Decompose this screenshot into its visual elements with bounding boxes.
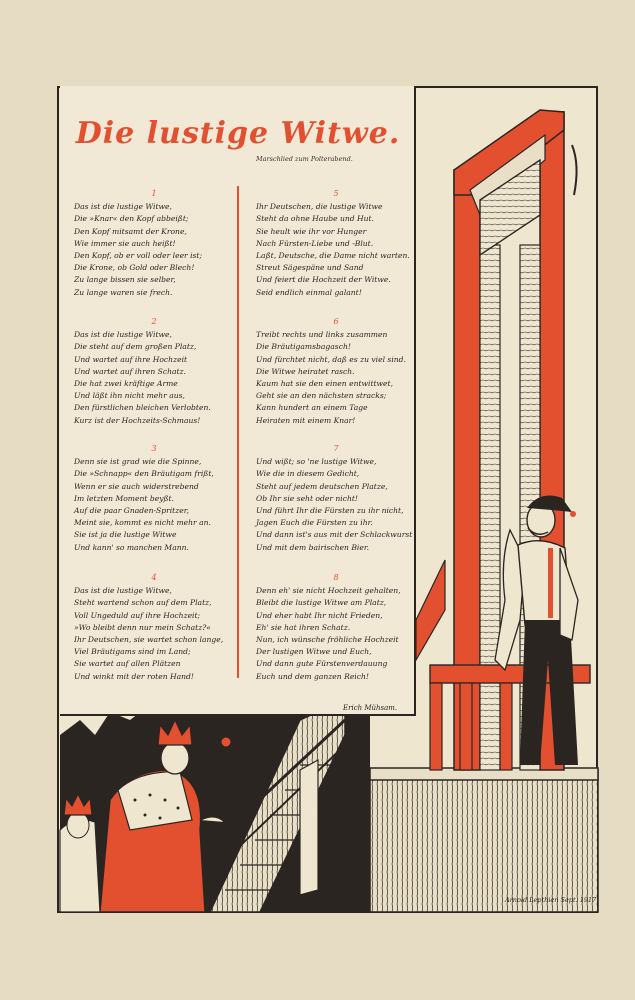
verse-line: Und feiert die Hochzeit der Witwe. <box>256 275 391 285</box>
verse-line: Das ist die lustige Witwe, <box>74 586 172 596</box>
verse-line: Der lustigen Witwe und Euch, <box>256 647 372 657</box>
verse-line: Zu lange bissen sie selber, <box>74 275 176 285</box>
verse-line: Und kann' so manchen Mann. <box>74 542 189 552</box>
stanza-number: 4 <box>151 573 157 582</box>
verse-line: Geht sie an den nächsten stracks; <box>256 391 387 401</box>
verse-line: Den Kopf mitsamt der Krone, <box>74 226 187 236</box>
verse-line: Die »Knar« den Kopf abbeißt; <box>74 214 189 224</box>
verse-line: Denn sie ist grad wie die Spinne, <box>74 457 202 467</box>
verse-line: Und mit dem bairischen Bier. <box>256 542 370 552</box>
stanza-8 <box>256 572 416 683</box>
verse-line: Und winkt mit der roten Hand! <box>74 671 194 681</box>
stanza-number: 7 <box>333 444 339 453</box>
verse-line: Zu lange waren sie frech. <box>74 287 173 297</box>
verse-line: Die »Schnapp« den Bräutigam frißt, <box>74 469 214 479</box>
verse-line: Eh' sie hat ihren Schatz. <box>256 622 351 632</box>
verse-line: Und führt Ihr die Fürsten zu ihr nicht, <box>256 506 404 516</box>
poem-subtitle: Marschlied zum Polterabend. <box>256 155 353 163</box>
verse-line: Euch und dem ganzen Reich! <box>256 671 369 681</box>
verse-line: Nun, ich wünsche fröhliche Hochzeit <box>256 635 399 645</box>
verse-line: Und dann gute Fürstenverdauung <box>256 659 388 669</box>
verse-line: Seid endlich einmal galant! <box>256 287 362 297</box>
verse-line: Kann hundert an einem Tage <box>256 403 368 413</box>
verse-line: Sie heult wie ihr vor Hunger <box>256 226 367 236</box>
verse-line: Wenn er sie auch widerstrebend <box>74 481 199 491</box>
verse-line: Die Krone, ob Gold oder Blech! <box>74 263 195 273</box>
stanza-1 <box>74 188 234 299</box>
verse-line: Im letzten Moment beyßt. <box>74 493 175 503</box>
verse-line: Und dann ist's aus mit der Schlackwurst <box>256 530 413 540</box>
verse-line: Das ist die lustige Witwe, <box>74 330 172 340</box>
verse-line: Treibt rechts und links zusammen <box>256 330 388 340</box>
scaffold-platform <box>370 770 598 912</box>
stanza-number: 5 <box>333 189 339 198</box>
verse-line: Steht da ohne Haube und Hut. <box>256 214 375 224</box>
verse-line: Die Bräutigamsbagasch! <box>256 342 351 352</box>
verse-line: Wie immer sie auch heißt! <box>74 238 176 248</box>
verse-line: Bleibt die lustige Witwe am Platz, <box>256 598 387 608</box>
verse-line: Und wartet auf ihren Schatz. <box>74 366 186 376</box>
verse-line: Meint sie, kommt es nicht mehr an. <box>74 518 211 528</box>
column-divider <box>237 186 239 678</box>
verse-line: Den Kopf, ob er voll oder leer ist; <box>74 251 203 261</box>
stanza-7 <box>256 443 416 554</box>
verse-line: Den fürstlichen bleichen Verlobten. <box>74 403 211 413</box>
verse-line: Streut Sägespäne und Sand <box>256 263 364 273</box>
verse-line: Und eher habt Ihr nicht Frieden, <box>256 610 383 620</box>
verse-line: Die hat zwei kräftige Arme <box>74 379 178 389</box>
verse-line: Und fürchtet nicht, daß es zu viel sind. <box>256 354 406 364</box>
verse-line: Kurz ist der Hochzeits-Schmaus! <box>74 415 201 425</box>
verse-line: Jagen Euch die Fürsten zu ihr. <box>256 518 373 528</box>
verse-line: Das ist die lustige Witwe, <box>74 202 172 212</box>
verse-line: »Wo bleibt denn nur mein Schatz?« <box>74 622 211 632</box>
verse-line: Auf die paar Gnaden-Spritzer, <box>74 506 189 516</box>
verse-line: Die Witwe heiratet rasch. <box>256 366 355 376</box>
stanza-6 <box>256 316 416 427</box>
verse-line: Viel Bräutigams sind im Land; <box>74 647 191 657</box>
stanza-2 <box>74 316 234 427</box>
stanza-number: 3 <box>151 444 157 453</box>
verse-line: Und läßt ihn nicht mehr aus, <box>74 391 185 401</box>
verse-line: Voll Ungeduld auf ihre Hochzeit; <box>74 610 201 620</box>
stanza-3 <box>74 443 234 554</box>
verse-line: Die steht auf dem großen Platz, <box>74 342 197 352</box>
author-signature: Erich Mühsam. <box>343 704 398 712</box>
verse-line: Steht wartend schon auf dem Platz, <box>74 598 212 608</box>
verse-line: Heiraten mit einem Knar! <box>256 415 356 425</box>
verse-line: Sie ist ja die lustige Witwe <box>74 530 177 540</box>
verse-line: Und wißt; so 'ne lustige Witwe, <box>256 457 377 467</box>
stanza-number: 2 <box>151 317 157 326</box>
stanza-number: 8 <box>333 573 339 582</box>
verse-line: Nach Fürsten-Liebe und -Blut. <box>256 238 374 248</box>
verse-line: Ob Ihr sie seht oder nicht! <box>256 493 358 503</box>
verse-line: Steht auf jedem deutschen Platze, <box>256 481 388 491</box>
verse-line: Und wartet auf ihre Hochzeit <box>74 354 188 364</box>
verse-line: Sie wartet auf allen Plätzen <box>74 659 181 669</box>
verse-line: Kaum hat sie den einen entwittwet, <box>256 379 394 389</box>
poem-title: Die lustige Witwe. <box>75 116 401 151</box>
stanza-4 <box>74 572 234 683</box>
stanza-number: 6 <box>333 317 339 326</box>
stanza-number: 1 <box>151 189 157 198</box>
verse-line: Wie die in diesem Gedicht, <box>256 469 360 479</box>
poem-text-panel <box>60 86 416 716</box>
verse-line: Denn eh' sie nicht Hochzeit gehalten, <box>256 586 401 596</box>
stanza-5 <box>256 188 416 299</box>
verse-line: Ihr Deutschen, die lustige Witwe <box>256 202 383 212</box>
verse-line: Ihr Deutschen, sie wartet schon lange, <box>74 635 224 645</box>
artist-signature: Arnold Lepthien Sept. 1917 <box>505 896 597 904</box>
verse-line: Laßt, Deutsche, die Dame nicht warten. <box>256 251 410 261</box>
